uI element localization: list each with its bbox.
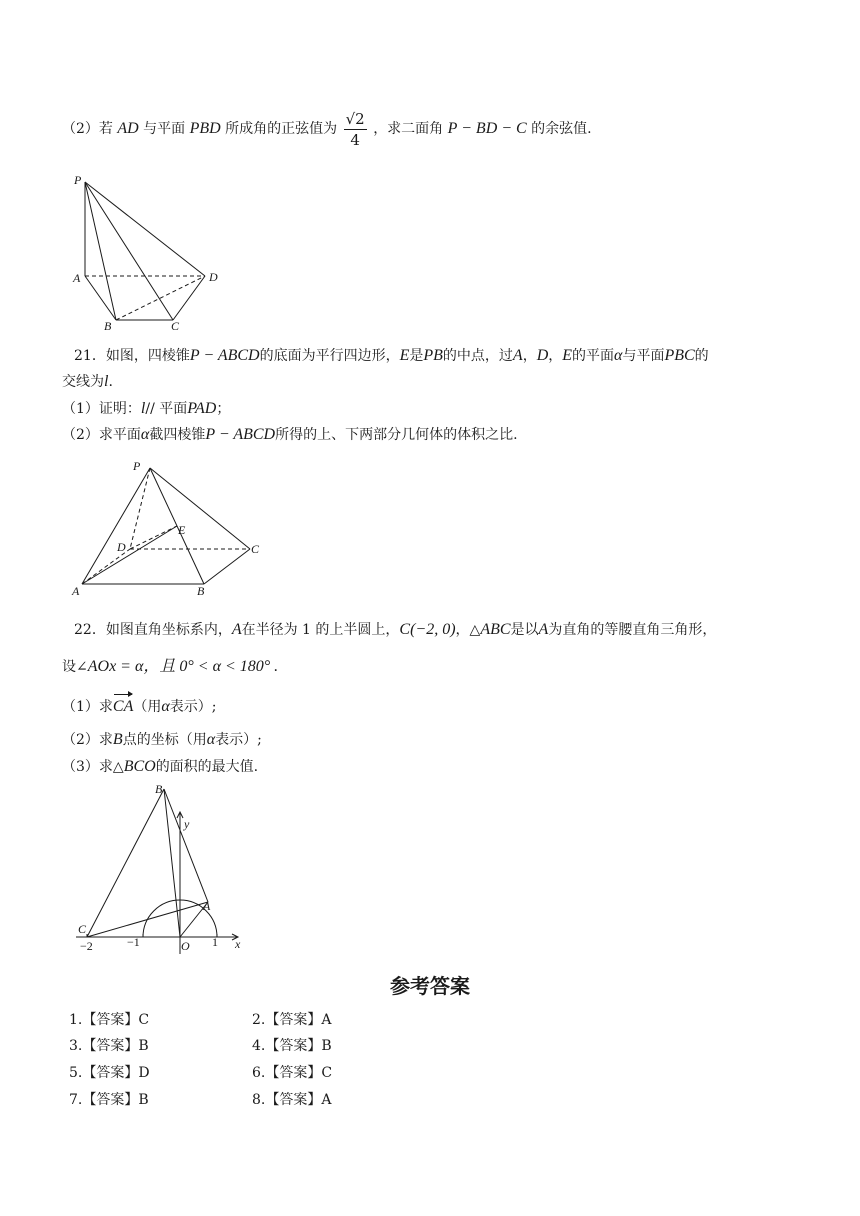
answer-item: 4.【答案】B [252, 1038, 332, 1054]
label-D: D [209, 270, 218, 284]
label-P: P [74, 173, 82, 187]
q20-part2: （2）若 AD 与平面 PBD 所成角的正弦值为 $\frac{√2}{4}$ ，求二面角 P − BD − C 的余弦值. [62, 109, 592, 149]
label-A: A [203, 899, 211, 913]
answer-item: 8.【答案】A [252, 1092, 332, 1108]
label-y: y [184, 817, 190, 831]
q21-part1: （1）证明：l// 平面PAD； [62, 400, 231, 417]
q21-pyramid-figure [68, 456, 268, 601]
q20-pyramid-figure [70, 170, 230, 335]
label-P: P [133, 459, 141, 473]
answers-title: 参考答案 [390, 974, 470, 998]
q21-part2: （2）求平面α截四棱锥P − ABCD所得的上、下两部分几何体的体积之比. [62, 426, 518, 443]
answer-item: 3.【答案】B [69, 1038, 149, 1054]
answer-item: 1.【答案】C [69, 1012, 150, 1028]
label-D: D [117, 540, 126, 554]
vector-CA: CA [113, 696, 133, 718]
answer-item: 2.【答案】A [252, 1012, 332, 1028]
fraction-sqrt2-over-4: $\frac{√2}{4}$ [345, 109, 365, 149]
label-B: B [197, 584, 205, 598]
q22-part2: （2）求B点的坐标（用α表示）; [62, 731, 262, 748]
label-B: B [104, 319, 112, 333]
label-O: O [181, 939, 190, 953]
tick-label-1: 1 [212, 935, 218, 949]
label-C: C [171, 319, 180, 333]
q22-coordinate-figure [68, 782, 258, 957]
label-x: x [235, 937, 241, 951]
label-A: A [72, 584, 80, 598]
tick-label-neg1: −1 [127, 935, 140, 949]
label-B: B [155, 782, 163, 796]
q21-line1: 21．如图，四棱锥P − ABCD的底面为平行四边形，E是PB的中点，过A，D，E的平面α与平面PBC的 [74, 347, 709, 364]
q22-part1: （1）求CA（用α表示）; [62, 696, 217, 718]
q21-line2: 交线为l. [62, 373, 113, 390]
answer-item: 6.【答案】C [252, 1065, 333, 1081]
answer-item: 7.【答案】B [69, 1092, 149, 1108]
q22-line2: 设∠AOx = α，且 0° < α < 180° . [62, 658, 279, 675]
answer-item: 5.【答案】D [69, 1065, 150, 1081]
q22-part3: （3）求△BCO的面积的最大值. [62, 758, 259, 775]
label-A: A [73, 271, 81, 285]
label-C: C [78, 922, 87, 936]
tick-label-neg2: −2 [80, 939, 93, 953]
q22-line1: 22．如图直角坐标系内，A在半径为 1 的上半圆上，C(−2, 0)，△ABC是以A为直角的等腰直角三角形， [74, 621, 717, 638]
label-E: E [178, 523, 186, 537]
label-C: C [251, 542, 260, 556]
